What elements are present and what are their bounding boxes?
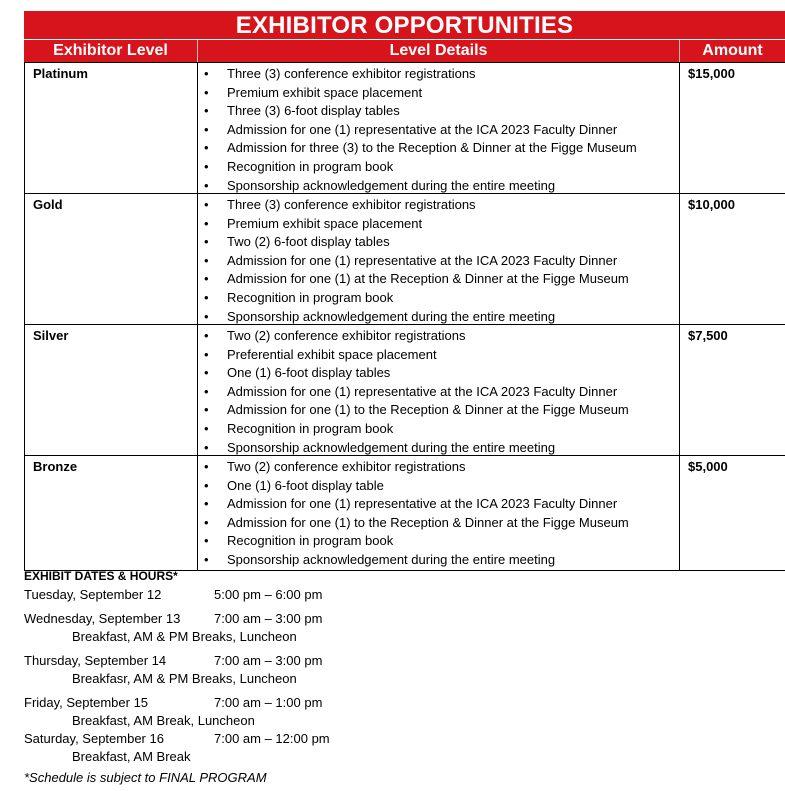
table-row	[24, 194, 785, 325]
list-item: • One (1) 6-foot display table	[197, 477, 679, 496]
list-item: • Admission for three (3) to the Reception & Dinner at the Figge Museum	[197, 139, 679, 158]
list-item: • Recognition in program book	[197, 532, 679, 551]
list-item: • Two (2) 6-foot display tables	[197, 233, 679, 252]
level-amount: $15,000	[688, 66, 735, 81]
table-row	[24, 456, 785, 571]
list-item: • Recognition in program book	[197, 289, 679, 308]
list-item: • Three (3) conference exhibitor registrations	[197, 65, 679, 84]
schedule-day	[24, 586, 584, 604]
day-meals: Breakfast, AM Break, Luncheon	[72, 713, 255, 728]
dates-heading: EXHIBIT DATES & HOURS*	[24, 569, 178, 583]
level-amount: $7,500	[688, 328, 728, 343]
day-time: 7:00 am – 3:00 pm	[214, 611, 323, 626]
list-item: • Sponsorship acknowledgement during the entire meeting	[197, 177, 679, 196]
schedule-day	[24, 610, 584, 646]
list-item: • One (1) 6-foot display tables	[197, 364, 679, 383]
level-details	[197, 325, 679, 457]
day-name: Thursday, September 14	[24, 653, 167, 668]
level-details	[197, 63, 679, 195]
list-item: • Admission for one (1) representative at the ICA 2023 Faculty Dinner	[197, 495, 679, 514]
exhibit-dates	[24, 568, 584, 766]
list-item: • Admission for one (1) to the Reception & Dinner at the Figge Museum	[197, 514, 679, 533]
level-name: Platinum	[33, 66, 88, 81]
header-level: Exhibitor Level	[24, 40, 198, 62]
day-time: 7:00 am – 3:00 pm	[214, 653, 323, 668]
table-row	[24, 63, 785, 194]
page-title: EXHIBITOR OPPORTUNITIES	[24, 11, 785, 39]
list-item: • Admission for one (1) at the Reception & Dinner at the Figge Museum	[197, 270, 679, 289]
table-row	[24, 325, 785, 456]
list-item: • Preferential exhibit space placement	[197, 346, 679, 365]
schedule-day	[24, 652, 584, 688]
list-item: • Admission for one (1) representative at the ICA 2023 Faculty Dinner	[197, 383, 679, 402]
list-item: • Admission for one (1) representative at the ICA 2023 Faculty Dinner	[197, 121, 679, 140]
day-time: 7:00 am – 1:00 pm	[214, 695, 323, 710]
list-item: • Sponsorship acknowledgement during the entire meeting	[197, 308, 679, 327]
level-name: Bronze	[33, 459, 78, 474]
list-item: • Premium exhibit space placement	[197, 215, 679, 234]
list-item: • Three (3) 6-foot display tables	[197, 102, 679, 121]
level-details	[197, 456, 679, 570]
day-name: Wednesday, September 13	[24, 611, 181, 626]
level-name: Silver	[33, 328, 69, 343]
exhibitor-table	[24, 62, 785, 571]
list-item: • Three (3) conference exhibitor registrations	[197, 196, 679, 215]
header-details: Level Details	[198, 40, 680, 62]
schedule-day	[24, 694, 584, 730]
day-name: Saturday, September 16	[24, 731, 164, 746]
schedule-day	[24, 730, 584, 766]
day-meals: Breakfast, AM & PM Breaks, Luncheon	[72, 629, 297, 644]
list-item: • Two (2) conference exhibitor registrations	[197, 327, 679, 346]
table-header	[24, 40, 785, 62]
list-item: • Recognition in program book	[197, 158, 679, 177]
day-name: Friday, September 15	[24, 695, 149, 710]
list-item: • Admission for one (1) to the Reception & Dinner at the Figge Museum	[197, 401, 679, 420]
list-item: • Premium exhibit space placement	[197, 84, 679, 103]
header-amount: Amount	[702, 42, 763, 59]
list-item: • Sponsorship acknowledgement during the entire meeting	[197, 439, 679, 458]
level-amount: $10,000	[688, 197, 735, 212]
list-item: • Two (2) conference exhibitor registrations	[197, 458, 679, 477]
level-name: Gold	[33, 197, 63, 212]
day-name: Tuesday, September 12	[24, 587, 162, 602]
list-item: • Sponsorship acknowledgement during the entire meeting	[197, 551, 679, 570]
day-meals: Breakfasr, AM & PM Breaks, Luncheon	[72, 671, 297, 686]
list-item: • Admission for one (1) representative at the ICA 2023 Faculty Dinner	[197, 252, 679, 271]
day-time: 7:00 am – 12:00 pm	[214, 731, 330, 746]
schedule-footnote: *Schedule is subject to FINAL PROGRAM	[24, 770, 267, 785]
level-details	[197, 194, 679, 326]
list-item: • Recognition in program book	[197, 420, 679, 439]
level-amount: $5,000	[688, 459, 728, 474]
day-time: 5:00 pm – 6:00 pm	[214, 587, 323, 602]
day-meals: Breakfast, AM Break	[72, 749, 191, 764]
